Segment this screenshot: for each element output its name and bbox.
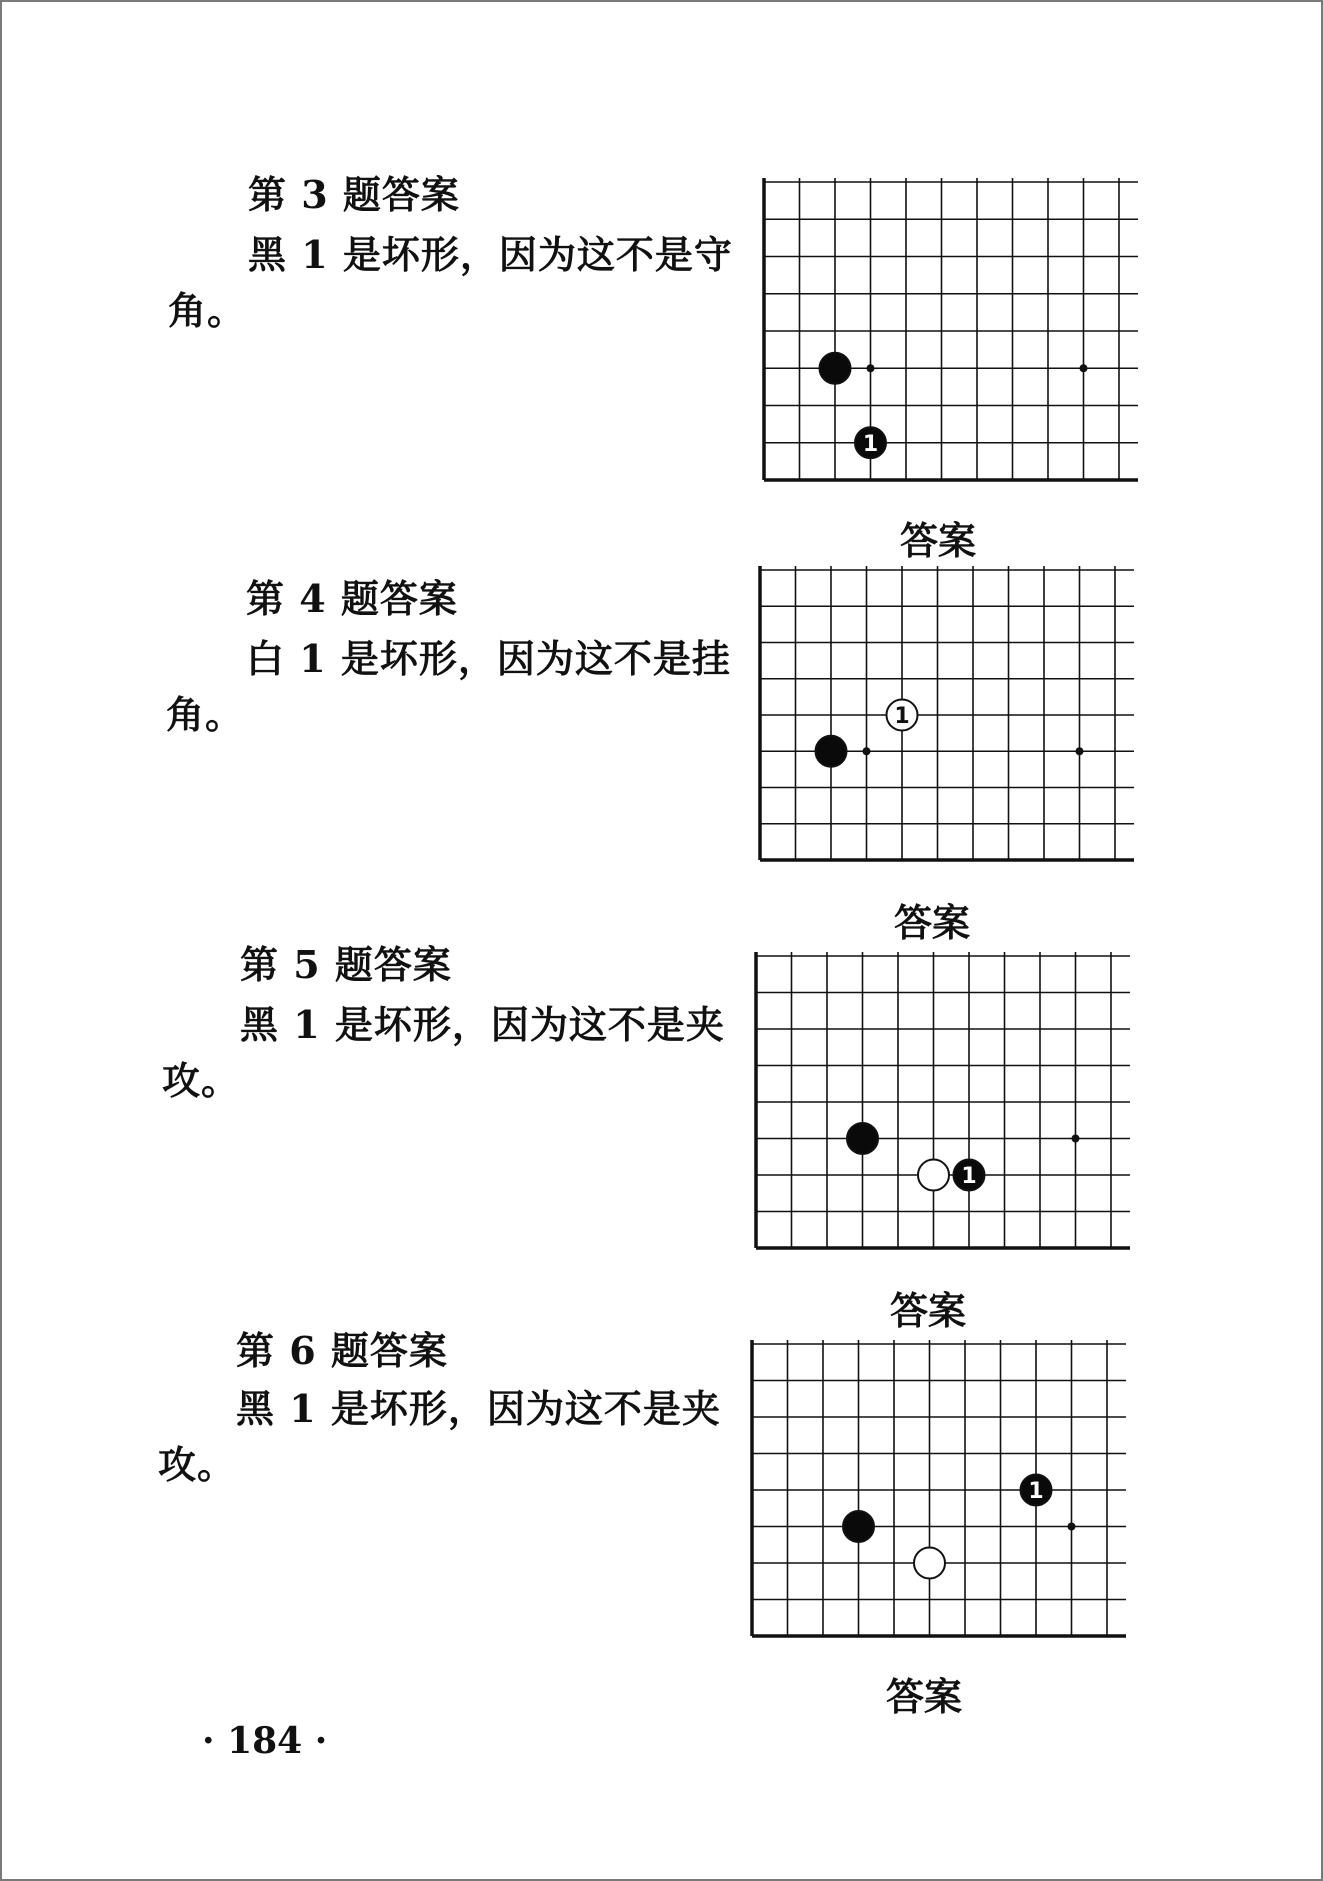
black-stone bbox=[816, 736, 847, 767]
diagram-caption: 答案 bbox=[894, 900, 971, 945]
problem-heading: 第 5 题答案 bbox=[240, 942, 452, 987]
white-stone bbox=[914, 1548, 945, 1579]
diagram-caption: 答案 bbox=[886, 1674, 963, 1719]
explanation-line-1: 黑 1 是坏形，因为这不是夹 bbox=[236, 1386, 721, 1431]
star-point bbox=[1076, 747, 1084, 755]
black-stone bbox=[820, 353, 851, 384]
black-stone bbox=[843, 1511, 874, 1542]
star-point bbox=[1080, 364, 1088, 372]
problem-heading: 第 6 题答案 bbox=[236, 1328, 448, 1373]
star-point bbox=[1072, 1135, 1080, 1143]
diagram-caption: 答案 bbox=[890, 1288, 967, 1333]
go-board-diagram bbox=[760, 174, 1138, 486]
white-stone bbox=[918, 1160, 949, 1191]
stone-move-number: 1 bbox=[1028, 1479, 1044, 1504]
black-stone bbox=[847, 1123, 878, 1154]
black-stone bbox=[1021, 1475, 1052, 1506]
black-stone bbox=[855, 427, 886, 458]
explanation-line-2: 角。 bbox=[166, 692, 245, 737]
stone-move-number: 1 bbox=[862, 431, 879, 457]
go-board-diagram bbox=[748, 1336, 1126, 1642]
black-stone bbox=[954, 1160, 985, 1191]
explanation-line-2: 攻。 bbox=[158, 1442, 237, 1487]
star-point bbox=[1068, 1523, 1076, 1531]
white-stone bbox=[887, 700, 918, 731]
explanation-line-1: 黑 1 是坏形，因为这不是夹 bbox=[240, 1002, 725, 1047]
stone-move-number: 1 bbox=[961, 1164, 977, 1189]
go-board-diagram bbox=[756, 562, 1134, 866]
go-board-diagram bbox=[752, 948, 1130, 1254]
explanation-line-2: 攻。 bbox=[162, 1058, 241, 1103]
star-point bbox=[863, 747, 871, 755]
problem-heading: 第 3 题答案 bbox=[248, 172, 460, 217]
star-point bbox=[867, 364, 875, 372]
diagram-caption: 答案 bbox=[900, 518, 977, 563]
stone-move-number: 1 bbox=[894, 704, 910, 729]
page-number: · 184 · bbox=[202, 1720, 328, 1762]
explanation-line-2: 角。 bbox=[168, 288, 247, 333]
explanation-line-1: 白 1 是坏形，因为这不是挂 bbox=[246, 636, 731, 681]
explanation-line-1: 黑 1 是坏形，因为这不是守 bbox=[248, 232, 733, 277]
problem-heading: 第 4 题答案 bbox=[246, 576, 458, 621]
